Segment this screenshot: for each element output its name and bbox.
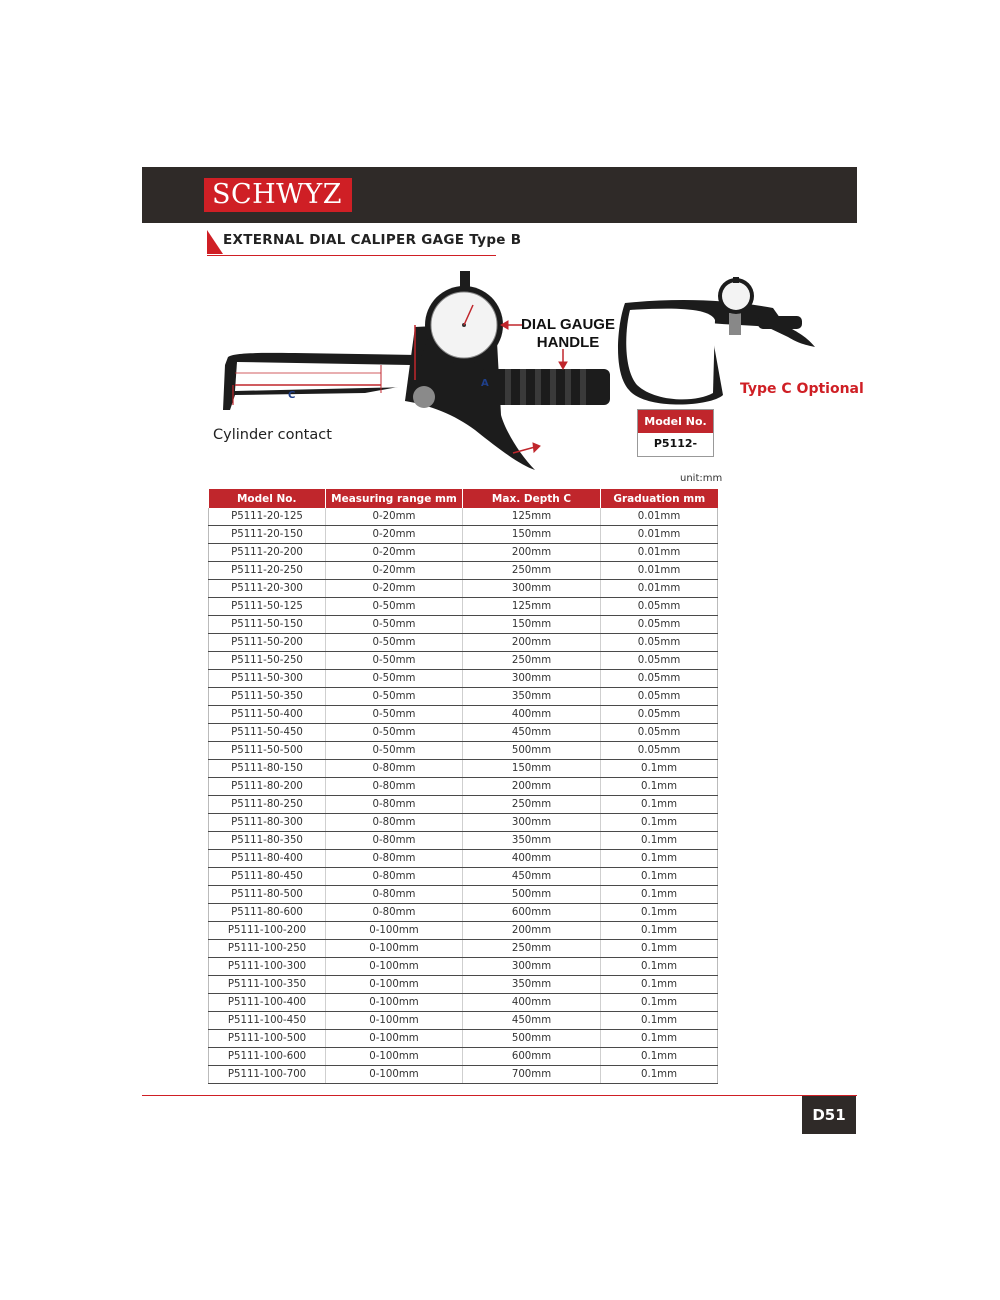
- cell-model: P5111-80-200: [209, 778, 326, 796]
- cell-graduation: 0.05mm: [601, 652, 718, 670]
- table-row: [209, 940, 718, 958]
- cell-graduation: 0.1mm: [601, 850, 718, 868]
- cell-model: P5111-80-450: [209, 868, 326, 886]
- cell-range: 0-80mm: [326, 778, 463, 796]
- caliper-illustration: [205, 265, 855, 480]
- cell-model: P5111-100-500: [209, 1030, 326, 1048]
- cell-range: 0-20mm: [326, 526, 463, 544]
- cell-depth: 300mm: [463, 958, 601, 976]
- cell-depth: 300mm: [463, 814, 601, 832]
- cell-range: 0-20mm: [326, 562, 463, 580]
- cell-graduation: 0.1mm: [601, 1048, 718, 1066]
- page-number: D51: [802, 1096, 856, 1134]
- cell-depth: 450mm: [463, 1012, 601, 1030]
- cell-model: P5111-80-150: [209, 760, 326, 778]
- table-row: [209, 958, 718, 976]
- cell-range: 0-100mm: [326, 976, 463, 994]
- col-header-model: Model No.: [209, 489, 326, 508]
- table-row: [209, 850, 718, 868]
- cell-graduation: 0.1mm: [601, 940, 718, 958]
- table-row: [209, 706, 718, 724]
- table-row: [209, 1048, 718, 1066]
- cell-depth: 400mm: [463, 994, 601, 1012]
- cell-depth: 400mm: [463, 706, 601, 724]
- cell-model: P5111-50-400: [209, 706, 326, 724]
- cell-range: 0-80mm: [326, 868, 463, 886]
- cell-range: 0-100mm: [326, 940, 463, 958]
- cell-range: 0-100mm: [326, 994, 463, 1012]
- cell-model: P5111-100-250: [209, 940, 326, 958]
- cell-range: 0-80mm: [326, 886, 463, 904]
- cell-depth: 350mm: [463, 976, 601, 994]
- cell-graduation: 0.1mm: [601, 994, 718, 1012]
- cell-depth: 450mm: [463, 724, 601, 742]
- cell-depth: 700mm: [463, 1066, 601, 1084]
- spec-table: [208, 489, 718, 1084]
- table-row: [209, 904, 718, 922]
- cell-range: 0-100mm: [326, 1048, 463, 1066]
- cell-range: 0-20mm: [326, 508, 463, 526]
- cell-graduation: 0.1mm: [601, 958, 718, 976]
- cell-depth: 200mm: [463, 922, 601, 940]
- cell-graduation: 0.1mm: [601, 1030, 718, 1048]
- cell-range: 0-50mm: [326, 724, 463, 742]
- cell-range: 0-100mm: [326, 958, 463, 976]
- cell-graduation: 0.01mm: [601, 508, 718, 526]
- cell-depth: 600mm: [463, 1048, 601, 1066]
- table-row: [209, 976, 718, 994]
- cell-model: P5111-80-500: [209, 886, 326, 904]
- cell-graduation: 0.1mm: [601, 814, 718, 832]
- dimension-label-a: A: [481, 378, 489, 389]
- cell-range: 0-50mm: [326, 634, 463, 652]
- table-row: [209, 742, 718, 760]
- cell-depth: 150mm: [463, 526, 601, 544]
- cell-graduation: 0.01mm: [601, 562, 718, 580]
- table-row: [209, 832, 718, 850]
- cell-graduation: 0.1mm: [601, 760, 718, 778]
- cell-depth: 300mm: [463, 580, 601, 598]
- table-row: [209, 922, 718, 940]
- table-header-row: [209, 489, 718, 508]
- cell-depth: 500mm: [463, 886, 601, 904]
- cell-graduation: 0.1mm: [601, 778, 718, 796]
- table-row: [209, 508, 718, 526]
- table-row: [209, 778, 718, 796]
- cell-model: P5111-50-200: [209, 634, 326, 652]
- cell-depth: 200mm: [463, 778, 601, 796]
- cell-model: P5111-100-400: [209, 994, 326, 1012]
- table-row: [209, 616, 718, 634]
- cell-graduation: 0.05mm: [601, 688, 718, 706]
- cell-depth: 125mm: [463, 508, 601, 526]
- cell-depth: 250mm: [463, 796, 601, 814]
- cell-range: 0-80mm: [326, 904, 463, 922]
- type-c-model-box: [637, 409, 714, 457]
- cell-range: 0-50mm: [326, 616, 463, 634]
- cell-graduation: 0.05mm: [601, 598, 718, 616]
- cell-graduation: 0.01mm: [601, 526, 718, 544]
- cell-depth: 350mm: [463, 832, 601, 850]
- cell-depth: 500mm: [463, 1030, 601, 1048]
- cell-model: P5111-80-300: [209, 814, 326, 832]
- cell-range: 0-50mm: [326, 598, 463, 616]
- cell-range: 0-50mm: [326, 742, 463, 760]
- cell-graduation: 0.1mm: [601, 922, 718, 940]
- cell-graduation: 0.1mm: [601, 796, 718, 814]
- cell-graduation: 0.01mm: [601, 544, 718, 562]
- cell-depth: 400mm: [463, 850, 601, 868]
- cell-model: P5111-50-250: [209, 652, 326, 670]
- table-row: [209, 1030, 718, 1048]
- table-row: [209, 796, 718, 814]
- cell-depth: 500mm: [463, 742, 601, 760]
- page-title: EXTERNAL DIAL CALIPER GAGE Type B: [223, 232, 522, 248]
- cell-range: 0-50mm: [326, 706, 463, 724]
- cell-model: P5111-50-350: [209, 688, 326, 706]
- cell-graduation: 0.1mm: [601, 868, 718, 886]
- cell-model: P5111-100-200: [209, 922, 326, 940]
- table-row: [209, 562, 718, 580]
- cell-range: 0-80mm: [326, 796, 463, 814]
- cell-graduation: 0.1mm: [601, 832, 718, 850]
- cell-depth: 250mm: [463, 652, 601, 670]
- brand-logo: SCHWYZ: [204, 178, 350, 212]
- cell-graduation: 0.05mm: [601, 670, 718, 688]
- table-row: [209, 652, 718, 670]
- cell-model: P5111-50-150: [209, 616, 326, 634]
- cell-model: P5111-100-350: [209, 976, 326, 994]
- cell-model: P5111-50-125: [209, 598, 326, 616]
- cell-depth: 450mm: [463, 868, 601, 886]
- cell-graduation: 0.01mm: [601, 580, 718, 598]
- cell-model: P5111-100-450: [209, 1012, 326, 1030]
- cell-depth: 150mm: [463, 616, 601, 634]
- callout-dial-gauge: DIAL GAUGE: [521, 316, 615, 333]
- col-header-graduation: Graduation mm: [601, 489, 718, 508]
- footer-divider: [142, 1095, 857, 1096]
- cell-depth: 200mm: [463, 634, 601, 652]
- cell-graduation: 0.05mm: [601, 742, 718, 760]
- table-row: [209, 688, 718, 706]
- cell-model: P5111-50-500: [209, 742, 326, 760]
- cell-range: 0-100mm: [326, 922, 463, 940]
- cell-model: P5111-50-450: [209, 724, 326, 742]
- cell-depth: 250mm: [463, 562, 601, 580]
- cell-depth: 125mm: [463, 598, 601, 616]
- cell-range: 0-80mm: [326, 814, 463, 832]
- col-header-range: Measuring range mm: [326, 489, 463, 508]
- table-row: [209, 634, 718, 652]
- model-box-header: Model No.: [638, 410, 713, 433]
- col-header-depth: Max. Depth C: [463, 489, 601, 508]
- table-row: [209, 580, 718, 598]
- title-marker-icon: [207, 230, 223, 254]
- cell-depth: 600mm: [463, 904, 601, 922]
- cell-model: P5111-20-125: [209, 508, 326, 526]
- table-row: [209, 814, 718, 832]
- cell-model: P5111-20-200: [209, 544, 326, 562]
- cell-model: P5111-50-300: [209, 670, 326, 688]
- brand-divider: [350, 178, 352, 212]
- cell-graduation: 0.1mm: [601, 1012, 718, 1030]
- cell-graduation: 0.05mm: [601, 616, 718, 634]
- cell-range: 0-80mm: [326, 760, 463, 778]
- cell-range: 0-80mm: [326, 832, 463, 850]
- cell-range: 0-80mm: [326, 850, 463, 868]
- section-title: [207, 230, 522, 256]
- table-row: [209, 724, 718, 742]
- cell-range: 0-50mm: [326, 670, 463, 688]
- dimension-label-c: C: [288, 390, 296, 401]
- cell-range: 0-100mm: [326, 1066, 463, 1084]
- cell-depth: 250mm: [463, 940, 601, 958]
- table-row: [209, 868, 718, 886]
- callout-handle: HANDLE: [536, 334, 600, 351]
- cell-model: P5111-100-300: [209, 958, 326, 976]
- cell-model: P5111-100-600: [209, 1048, 326, 1066]
- cell-depth: 150mm: [463, 760, 601, 778]
- cell-range: 0-100mm: [326, 1012, 463, 1030]
- cell-model: P5111-20-300: [209, 580, 326, 598]
- cell-range: 0-20mm: [326, 580, 463, 598]
- cell-model: P5111-20-250: [209, 562, 326, 580]
- type-c-optional-label: Type C Optional: [740, 381, 864, 397]
- cell-model: P5111-20-150: [209, 526, 326, 544]
- table-row: [209, 994, 718, 1012]
- table-row: [209, 1066, 718, 1084]
- table-row: [209, 526, 718, 544]
- cell-graduation: 0.1mm: [601, 886, 718, 904]
- table-row: [209, 886, 718, 904]
- cell-graduation: 0.1mm: [601, 976, 718, 994]
- cell-model: P5111-80-350: [209, 832, 326, 850]
- cell-model: P5111-80-400: [209, 850, 326, 868]
- table-row: [209, 1012, 718, 1030]
- cell-graduation: 0.05mm: [601, 634, 718, 652]
- cell-depth: 300mm: [463, 670, 601, 688]
- cell-depth: 200mm: [463, 544, 601, 562]
- table-row: [209, 598, 718, 616]
- cell-graduation: 0.1mm: [601, 1066, 718, 1084]
- table-body: [209, 508, 718, 1084]
- table-row: [209, 544, 718, 562]
- table-row: [209, 760, 718, 778]
- cell-graduation: 0.05mm: [601, 706, 718, 724]
- cell-range: 0-100mm: [326, 1030, 463, 1048]
- cell-model: P5111-80-250: [209, 796, 326, 814]
- cell-graduation: 0.05mm: [601, 724, 718, 742]
- cell-range: 0-50mm: [326, 688, 463, 706]
- cell-range: 0-50mm: [326, 652, 463, 670]
- cell-graduation: 0.1mm: [601, 904, 718, 922]
- cell-depth: 350mm: [463, 688, 601, 706]
- cell-range: 0-20mm: [326, 544, 463, 562]
- cylinder-contact-label: Cylinder contact: [213, 427, 332, 443]
- unit-label: unit:mm: [680, 473, 723, 484]
- cell-model: P5111-100-700: [209, 1066, 326, 1084]
- table-row: [209, 670, 718, 688]
- cell-model: P5111-80-600: [209, 904, 326, 922]
- model-box-value: P5112-: [638, 433, 713, 455]
